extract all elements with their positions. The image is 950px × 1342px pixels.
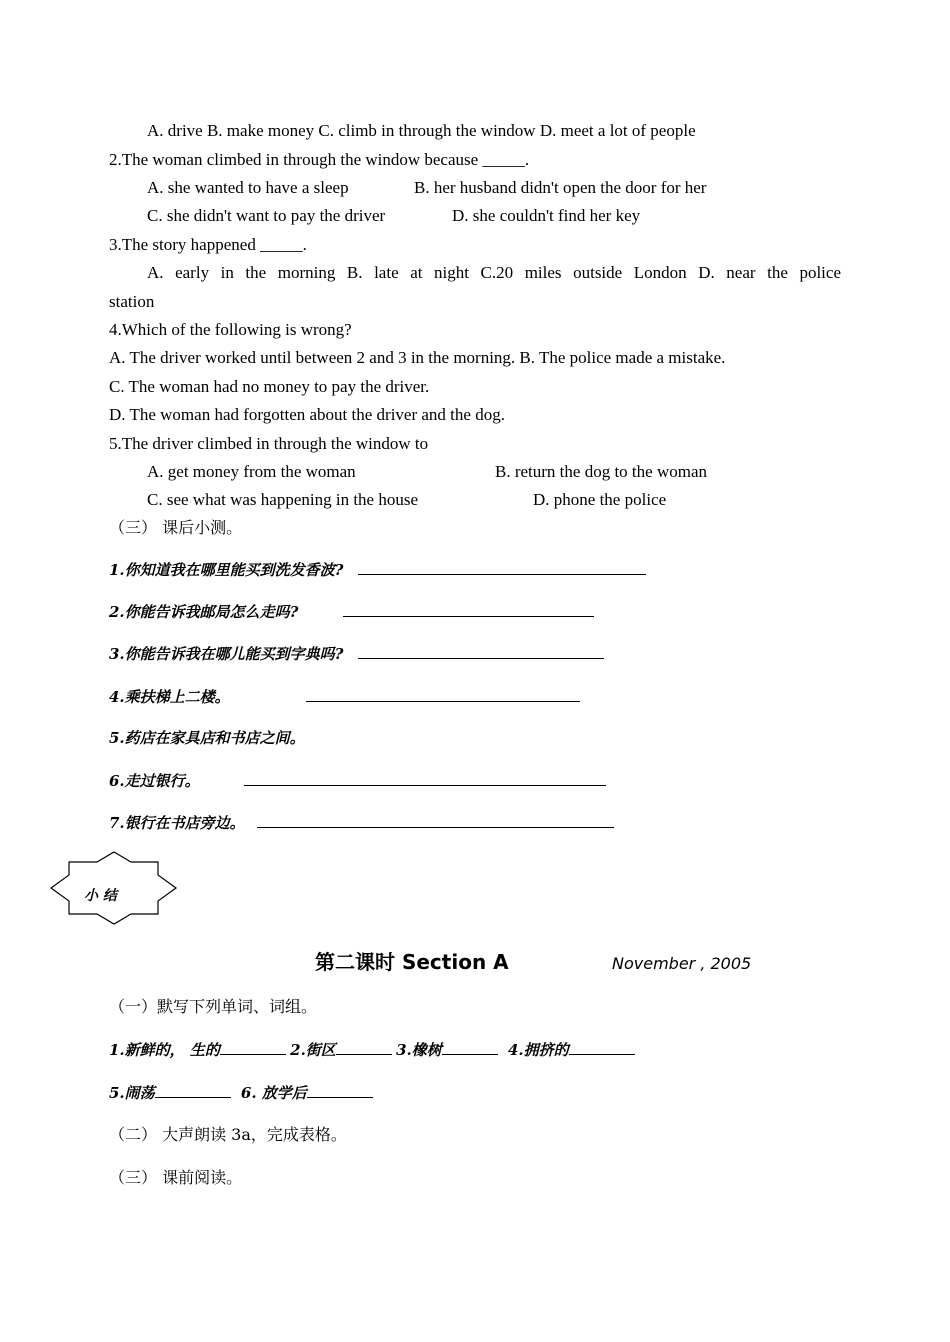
q4-option-d: D. The woman had forgotten about the driver and the dog. — [109, 405, 505, 424]
part3-heading: （三） 课前阅读。 — [109, 1168, 243, 1187]
test-item-3 — [109, 642, 604, 665]
vocab-1-blank[interactable] — [220, 1038, 286, 1055]
vocab-2-text: 2.街区 — [290, 1041, 336, 1059]
q5-option-a: A. get money from the woman — [147, 462, 356, 481]
vocab-row-2 — [109, 1081, 373, 1104]
vocab-3-text: 3.橡树 — [396, 1041, 442, 1059]
q2-option-b: B. her husband didn't open the door for her — [414, 178, 707, 197]
lesson-title: 第二课时 Section A — [315, 950, 509, 974]
test-item-7-text: 7.银行在书店旁边。 — [109, 814, 245, 832]
vocab-6-blank[interactable] — [307, 1081, 373, 1098]
part2-heading: （二） 大声朗读 3a，完成表格。 — [109, 1125, 347, 1144]
q4-options-ab: A. The driver worked until between 2 and 3 in the morning. B. The police made a mistake. — [109, 348, 726, 367]
summary-label: 小 结 — [84, 888, 117, 904]
q3-options-continued: station — [109, 292, 155, 311]
test-item-6 — [109, 769, 606, 792]
q2-option-a: A. she wanted to have a sleep — [147, 178, 349, 197]
part1-heading: （一）默写下列单词、词组。 — [109, 997, 318, 1016]
vocab-1-text: 1.新鲜的， 生的 — [109, 1041, 220, 1059]
test-item-4 — [109, 685, 580, 708]
answer-line-2[interactable] — [343, 600, 594, 617]
test-item-2-text: 2.你能告诉我邮局怎么走吗? — [109, 603, 299, 621]
vocab-4-text: 4.拥挤的 — [507, 1041, 569, 1059]
q3-options: A. early in the morning B. late at night C.20 miles outside London D. near the police — [147, 263, 841, 282]
test-item-2 — [109, 600, 594, 623]
q4-stem: 4.Which of the following is wrong? — [109, 320, 352, 339]
q3-stem: 3.The story happened _____. — [109, 235, 307, 254]
test-item-6-text: 6.走过银行。 — [109, 772, 200, 790]
vocab-row-1 — [109, 1038, 635, 1061]
test-item-1 — [109, 558, 646, 581]
q2-option-c: C. she didn't want to pay the driver — [147, 206, 386, 225]
q5-stem: 5.The driver climbed in through the window to — [109, 434, 429, 453]
test-item-5 — [109, 727, 305, 749]
test-item-7 — [109, 811, 614, 834]
test-item-4-text: 4.乘扶梯上二楼。 — [109, 688, 230, 706]
q5-option-b: B. return the dog to the woman — [495, 462, 707, 481]
vocab-4-blank[interactable] — [569, 1038, 635, 1055]
vocab-2-blank[interactable] — [336, 1038, 392, 1055]
q5-option-c: C. see what was happening in the house — [147, 490, 418, 509]
test-item-5-text: 5.药店在家具店和书店之间。 — [109, 729, 305, 747]
q5-option-d: D. phone the police — [533, 490, 667, 509]
vocab-5-text: 5.闹荡 — [109, 1084, 155, 1102]
answer-line-4[interactable] — [306, 685, 580, 702]
vocab-5-blank[interactable] — [155, 1081, 231, 1098]
vocab-3-blank[interactable] — [442, 1038, 498, 1055]
test-heading: （三） 课后小测。 — [109, 518, 243, 537]
answer-line-3[interactable] — [358, 642, 604, 659]
answer-line-7[interactable] — [257, 811, 614, 828]
test-item-1-text: 1.你知道我在哪里能买到洗发香波? — [109, 561, 344, 579]
vocab-6-text: 6. 放学后 — [240, 1084, 307, 1102]
test-item-3-text: 3.你能告诉我在哪儿能买到字典吗? — [109, 645, 344, 663]
q2-stem: 2.The woman climbed in through the window because _____. — [109, 150, 530, 169]
answer-line-6[interactable] — [244, 769, 606, 786]
q1-options: A. drive B. make money C. climb in through the window D. meet a lot of people — [147, 121, 696, 140]
answer-line-1[interactable] — [358, 558, 646, 575]
q4-option-c: C. The woman had no money to pay the driver. — [109, 377, 430, 396]
q2-option-d: D. she couldn't find her key — [452, 206, 641, 225]
lesson-date: November , 2005 — [612, 954, 752, 973]
